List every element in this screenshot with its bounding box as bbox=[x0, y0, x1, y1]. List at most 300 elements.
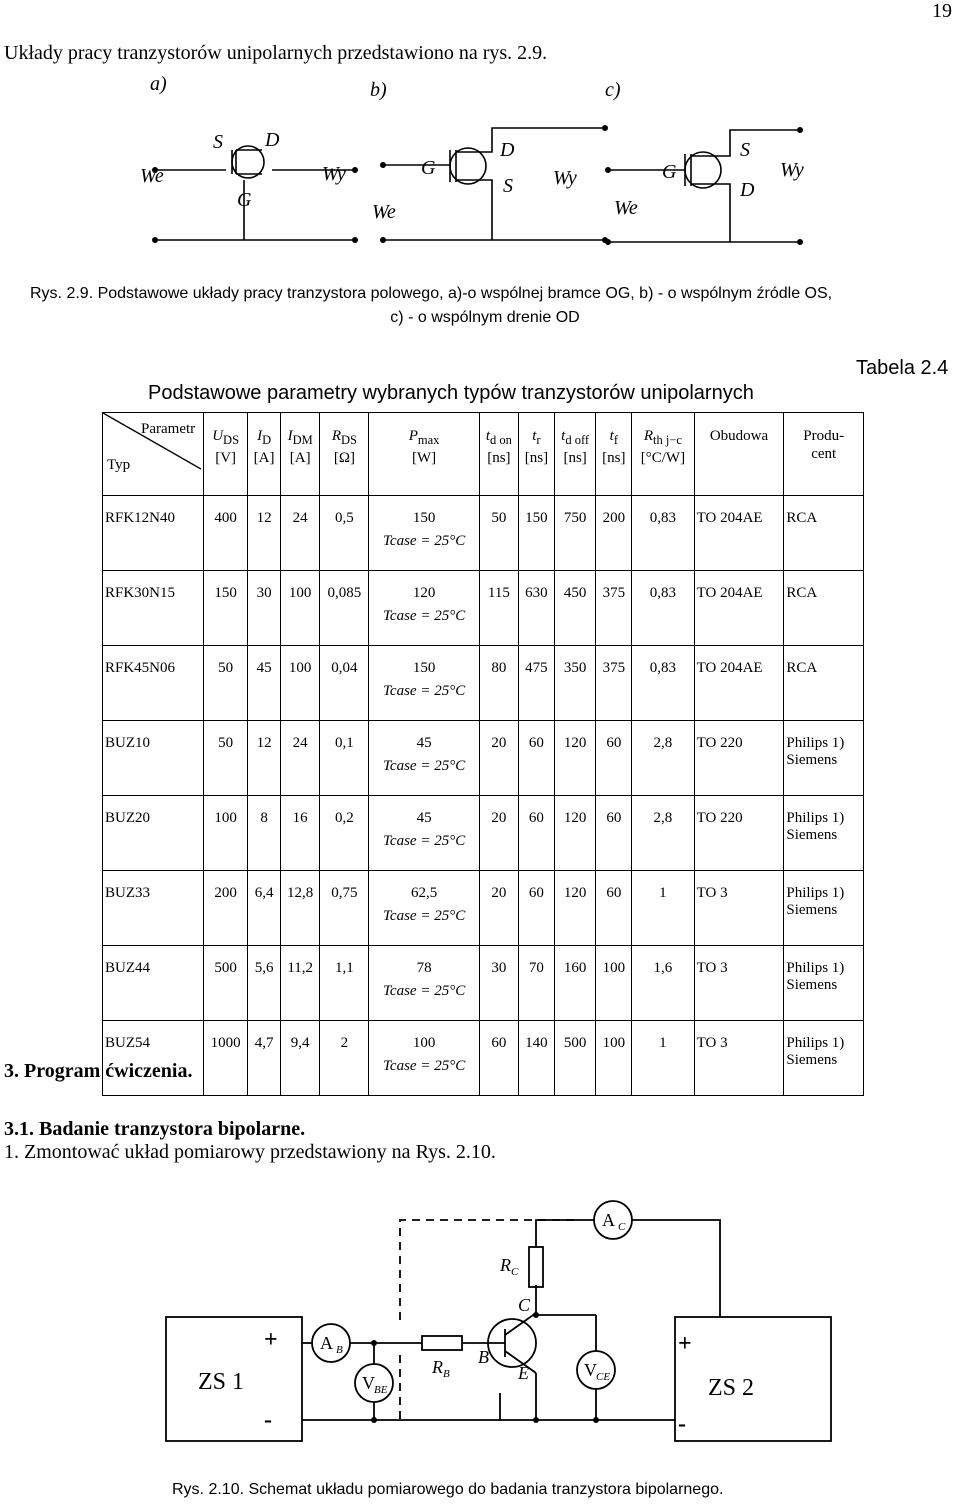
cell-pmax bbox=[369, 871, 479, 946]
hdr-sub: d on bbox=[490, 433, 512, 447]
cell-value: 24 bbox=[292, 735, 308, 751]
hdr-unit: [Ω] bbox=[333, 450, 355, 466]
step1-text: 1. Zmontować układ pomiarowy przedstawiony na Rys. 2.10. bbox=[4, 1141, 496, 1163]
table-corner-cell bbox=[103, 413, 204, 496]
table-row bbox=[103, 571, 864, 646]
cell-tf bbox=[596, 646, 632, 721]
cell-rth bbox=[632, 571, 694, 646]
tcase-label: Tcase = 25°C bbox=[382, 833, 466, 849]
cell-idm bbox=[280, 796, 320, 871]
vbe-label: V bbox=[362, 1373, 375, 1393]
cell-value: 1 bbox=[659, 1035, 667, 1051]
cell-typ: BUZ10 bbox=[103, 721, 204, 796]
hdr-unit: [ns] bbox=[487, 450, 511, 466]
cell-value: 70 bbox=[528, 960, 544, 976]
cell-value: 4,7 bbox=[254, 1035, 274, 1051]
cell-tdon bbox=[479, 871, 518, 946]
cell-id bbox=[248, 946, 281, 1021]
cell-rth bbox=[632, 646, 694, 721]
hdr-sym: Obudowa bbox=[709, 428, 769, 444]
cell-value: 16 bbox=[292, 810, 308, 826]
corner-type-label: Typ bbox=[107, 457, 131, 473]
cell-value: 100 bbox=[602, 960, 626, 976]
cell-value: 2,8 bbox=[653, 810, 673, 826]
cell-producent bbox=[784, 946, 864, 1021]
header-pmax bbox=[369, 413, 479, 496]
cell-typ: BUZ54 bbox=[103, 1021, 204, 1096]
fig29-a-Wy: Wy bbox=[322, 163, 346, 185]
cell-value: 45 bbox=[416, 735, 432, 751]
cell-value: 100 bbox=[288, 585, 312, 601]
cell-idm bbox=[280, 571, 320, 646]
cell-value: 45 bbox=[256, 660, 272, 676]
header-tf bbox=[596, 413, 632, 496]
cell-value: 100 bbox=[602, 1035, 626, 1051]
cell-tdoff bbox=[554, 496, 596, 571]
cell-tr bbox=[519, 871, 555, 946]
zs2-plus: + bbox=[678, 1331, 692, 1357]
fig29-a-G: G bbox=[237, 189, 252, 211]
tcase-label: Tcase = 25°C bbox=[382, 683, 466, 699]
cell-tf bbox=[596, 496, 632, 571]
hdr-sym: t bbox=[532, 428, 537, 444]
cell-tdoff bbox=[554, 646, 596, 721]
b-label: B bbox=[478, 1347, 489, 1367]
cell-rds bbox=[320, 646, 369, 721]
page-number: 19 bbox=[932, 0, 952, 22]
cell-idm bbox=[280, 721, 320, 796]
cell-value: 150 bbox=[412, 660, 436, 676]
cell-pmax bbox=[369, 946, 479, 1021]
cell-producent bbox=[784, 796, 864, 871]
cell-idm bbox=[280, 1021, 320, 1096]
parameters-table bbox=[102, 412, 864, 1096]
hdr-sym: U bbox=[212, 428, 224, 444]
cell-value: 62,5 bbox=[410, 885, 438, 901]
cell-tdon bbox=[479, 946, 518, 1021]
fig29-c-We: We bbox=[614, 197, 638, 219]
cell-id bbox=[248, 1021, 281, 1096]
cell-idm bbox=[280, 496, 320, 571]
cell-rds bbox=[320, 946, 369, 1021]
cell-value: 60 bbox=[491, 1035, 507, 1051]
cell-tdoff bbox=[554, 571, 596, 646]
cell-value: 24 bbox=[292, 510, 308, 526]
cell-tf bbox=[596, 796, 632, 871]
fig29-c-S: S bbox=[740, 139, 750, 161]
cell-value: 60 bbox=[606, 735, 622, 751]
cell-value: 115 bbox=[487, 585, 510, 601]
producent-line2: Siemens bbox=[786, 752, 838, 768]
hdr-sym: t bbox=[609, 428, 614, 444]
cell-value: 12 bbox=[256, 510, 272, 526]
rb-sub: B bbox=[443, 1368, 450, 1380]
cell-typ: BUZ33 bbox=[103, 871, 204, 946]
cell-uds bbox=[204, 1021, 248, 1096]
cell-value: 11,2 bbox=[287, 960, 314, 976]
intro-text: Układy pracy tranzystorów unipolarnych przedstawiono na rys. 2.9. bbox=[4, 42, 548, 64]
ab-sub: B bbox=[336, 1344, 343, 1356]
ac-label: A bbox=[602, 1210, 615, 1230]
cell-value: 350 bbox=[563, 660, 587, 676]
cell-idm bbox=[280, 946, 320, 1021]
tcase-label: Tcase = 25°C bbox=[382, 983, 466, 999]
cell-value: 100 bbox=[214, 810, 237, 826]
cell-obudowa: TO 204AE bbox=[694, 646, 784, 721]
cell-value: 60 bbox=[606, 885, 622, 901]
hdr-unit: [°C/W] bbox=[640, 450, 686, 466]
producent-line1: RCA bbox=[786, 510, 818, 526]
fig29-caption-line1: Rys. 2.9. Podstawowe układy pracy tranzystora polowego, a)-o wspólnej bramce OG, b) - o wspólnym źródle OS, bbox=[30, 285, 833, 302]
hdr-sub: f bbox=[613, 433, 618, 447]
cell-obudowa: TO 3 bbox=[694, 946, 784, 1021]
header-tr bbox=[519, 413, 555, 496]
cell-tdoff bbox=[554, 721, 596, 796]
cell-tdon bbox=[479, 646, 518, 721]
cell-pmax bbox=[369, 646, 479, 721]
cell-value: 450 bbox=[563, 585, 587, 601]
cell-value: 80 bbox=[491, 660, 507, 676]
cell-value: 12 bbox=[256, 735, 272, 751]
hdr-sub: d off bbox=[565, 433, 590, 447]
cell-value: 200 bbox=[602, 510, 626, 526]
cell-value: 150 bbox=[412, 510, 436, 526]
cell-rds bbox=[320, 496, 369, 571]
rc-sub: C bbox=[511, 1266, 519, 1278]
cell-value: 0,5 bbox=[335, 510, 354, 526]
table-number: Tabela 2.4 bbox=[856, 357, 949, 379]
header-rds bbox=[320, 413, 369, 496]
cell-rds bbox=[320, 571, 369, 646]
cell-pmax bbox=[369, 796, 479, 871]
cell-rds bbox=[320, 721, 369, 796]
cell-value: 400 bbox=[214, 510, 237, 526]
cell-tr bbox=[519, 946, 555, 1021]
cell-value: 30 bbox=[256, 585, 272, 601]
cell-obudowa: TO 220 bbox=[694, 796, 784, 871]
table-title: Podstawowe parametry wybranych typów tranzystorów unipolarnych bbox=[148, 382, 754, 404]
cell-tdoff bbox=[554, 871, 596, 946]
cell-producent bbox=[784, 1021, 864, 1096]
hdr-sub: D bbox=[262, 433, 272, 447]
hdr-unit: [A] bbox=[289, 450, 311, 466]
hdr-sub: DM bbox=[292, 433, 313, 447]
vce-label: V bbox=[584, 1360, 597, 1380]
cell-tr bbox=[519, 496, 555, 571]
cell-tdon bbox=[479, 496, 518, 571]
cell-value: 50 bbox=[491, 510, 507, 526]
cell-value: 60 bbox=[528, 735, 544, 751]
fig29-label-b: b) bbox=[370, 79, 387, 101]
cell-rth bbox=[632, 796, 694, 871]
cell-value: 2,8 bbox=[653, 735, 673, 751]
cell-tr bbox=[519, 571, 555, 646]
hdr-unit: [W] bbox=[412, 450, 437, 466]
table-row bbox=[103, 946, 864, 1021]
fig29-label-a: a) bbox=[150, 73, 167, 95]
table-row bbox=[103, 496, 864, 571]
hdr-sym: R bbox=[643, 428, 654, 444]
cell-id bbox=[248, 871, 281, 946]
cell-tr bbox=[519, 1021, 555, 1096]
fig29-b-G: G bbox=[421, 157, 436, 179]
ab-label: A bbox=[320, 1333, 333, 1353]
cell-rth bbox=[632, 721, 694, 796]
cell-obudowa: TO 204AE bbox=[694, 496, 784, 571]
table-body bbox=[103, 496, 864, 1096]
cell-value: 0,085 bbox=[327, 585, 362, 601]
cell-tf bbox=[596, 721, 632, 796]
hdr-sub: r bbox=[536, 433, 541, 447]
header-uds bbox=[204, 413, 248, 496]
cell-tr bbox=[519, 796, 555, 871]
cell-value: 50 bbox=[218, 660, 234, 676]
hdr-unit: cent bbox=[811, 446, 837, 462]
hdr-unit: [V] bbox=[215, 450, 237, 466]
cell-id bbox=[248, 496, 281, 571]
cell-value: 1,6 bbox=[653, 960, 673, 976]
cell-value: 0,1 bbox=[335, 735, 354, 751]
header-idm bbox=[280, 413, 320, 496]
cell-value: 0,83 bbox=[649, 510, 677, 526]
hdr-sym: t bbox=[485, 428, 491, 444]
vce-sub: CE bbox=[596, 1371, 611, 1383]
header-tdon bbox=[479, 413, 518, 496]
cell-value: 12,8 bbox=[287, 885, 314, 901]
cell-typ: RFK12N40 bbox=[103, 496, 204, 571]
zs1-label: ZS 1 bbox=[198, 1369, 245, 1395]
vbe-sub: BE bbox=[374, 1384, 388, 1396]
cell-idm bbox=[280, 646, 320, 721]
fig29-b-Wy: Wy bbox=[553, 167, 577, 189]
producent-line2: Siemens bbox=[786, 1052, 838, 1068]
hdr-sub: th j−c bbox=[653, 433, 682, 447]
tcase-label: Tcase = 25°C bbox=[382, 758, 466, 774]
producent-line1: RCA bbox=[786, 585, 818, 601]
producent-line1: Philips 1) bbox=[786, 810, 845, 826]
cell-value: 6,4 bbox=[254, 885, 274, 901]
cell-value: 375 bbox=[602, 585, 626, 601]
ac-sub: C bbox=[618, 1221, 626, 1233]
cell-value: 750 bbox=[563, 510, 587, 526]
hdr-unit: [ns] bbox=[563, 450, 587, 466]
cell-typ: BUZ44 bbox=[103, 946, 204, 1021]
cell-obudowa: TO 220 bbox=[694, 721, 784, 796]
fig29-diagram bbox=[0, 70, 960, 260]
cell-value: 9,4 bbox=[290, 1035, 310, 1051]
cell-value: 1 bbox=[659, 885, 667, 901]
fig29-c-D: D bbox=[740, 179, 755, 201]
cell-value: 20 bbox=[491, 735, 507, 751]
cell-tdoff bbox=[554, 796, 596, 871]
cell-value: 60 bbox=[528, 885, 544, 901]
cell-rth bbox=[632, 946, 694, 1021]
cell-rds bbox=[320, 871, 369, 946]
cell-value: 0,04 bbox=[331, 660, 358, 676]
fig29-label-c: c) bbox=[605, 79, 621, 101]
cell-value: 120 bbox=[563, 810, 587, 826]
producent-line2: Siemens bbox=[786, 902, 838, 918]
cell-value: 1,1 bbox=[335, 960, 354, 976]
cell-value: 0,2 bbox=[335, 810, 354, 826]
section3-heading: 3. Program ćwiczenia. bbox=[4, 1060, 193, 1082]
cell-value: 0,75 bbox=[331, 885, 358, 901]
cell-obudowa: TO 204AE bbox=[694, 571, 784, 646]
cell-value: 120 bbox=[563, 885, 587, 901]
cell-value: 0,83 bbox=[649, 660, 677, 676]
hdr-sub: max bbox=[417, 433, 440, 447]
producent-line2: Siemens bbox=[786, 977, 838, 993]
zs2-minus: - bbox=[678, 1411, 686, 1437]
cell-value: 630 bbox=[525, 585, 548, 601]
tcase-label: Tcase = 25°C bbox=[382, 908, 466, 924]
cell-pmax bbox=[369, 1021, 479, 1096]
rb-label: R bbox=[432, 1357, 443, 1377]
cell-uds bbox=[204, 946, 248, 1021]
cell-value: 500 bbox=[214, 960, 237, 976]
cell-value: 8 bbox=[260, 810, 268, 826]
c-label: C bbox=[518, 1295, 531, 1315]
cell-value: 150 bbox=[525, 510, 548, 526]
zs1-minus: - bbox=[264, 1407, 272, 1433]
cell-typ: RFK30N15 bbox=[103, 571, 204, 646]
fig29-b-We: We bbox=[372, 201, 396, 223]
cell-value: 1000 bbox=[210, 1035, 241, 1051]
hdr-unit: [ns] bbox=[602, 450, 626, 466]
tcase-label: Tcase = 25°C bbox=[382, 608, 466, 624]
cell-tf bbox=[596, 1021, 632, 1096]
cell-tf bbox=[596, 946, 632, 1021]
cell-value: 20 bbox=[491, 885, 507, 901]
header-rth bbox=[632, 413, 694, 496]
hdr-sym: P bbox=[408, 428, 418, 444]
table-row bbox=[103, 1021, 864, 1096]
cell-id bbox=[248, 646, 281, 721]
cell-uds bbox=[204, 871, 248, 946]
cell-uds bbox=[204, 646, 248, 721]
cell-tdon bbox=[479, 721, 518, 796]
cell-producent bbox=[784, 721, 864, 796]
cell-rds bbox=[320, 796, 369, 871]
producent-line1: Philips 1) bbox=[786, 735, 845, 751]
cell-value: 50 bbox=[218, 735, 234, 751]
cell-tdon bbox=[479, 571, 518, 646]
cell-uds bbox=[204, 571, 248, 646]
hdr-sub: DS bbox=[223, 433, 240, 447]
cell-typ: RFK45N06 bbox=[103, 646, 204, 721]
cell-id bbox=[248, 571, 281, 646]
cell-value: 78 bbox=[416, 960, 432, 976]
header-tdoff bbox=[554, 413, 596, 496]
hdr-unit: [ns] bbox=[524, 450, 549, 466]
e-label: E bbox=[518, 1363, 529, 1383]
cell-tr bbox=[519, 721, 555, 796]
zs2-label: ZS 2 bbox=[708, 1375, 755, 1401]
table-header-row bbox=[103, 413, 864, 496]
hdr-sym: R bbox=[331, 428, 342, 444]
fig29-b-S: S bbox=[503, 175, 513, 197]
cell-value: 120 bbox=[563, 735, 587, 751]
cell-uds bbox=[204, 721, 248, 796]
table-row bbox=[103, 871, 864, 946]
corner-diagonal bbox=[103, 413, 201, 483]
cell-uds bbox=[204, 496, 248, 571]
cell-idm bbox=[280, 871, 320, 946]
corner-param-label: Parametr bbox=[141, 421, 196, 437]
cell-value: 45 bbox=[416, 810, 432, 826]
cell-tf bbox=[596, 571, 632, 646]
table-row bbox=[103, 721, 864, 796]
zs1-plus: + bbox=[264, 1327, 278, 1353]
cell-producent bbox=[784, 571, 864, 646]
producent-line1: Philips 1) bbox=[786, 1035, 845, 1051]
cell-value: 20 bbox=[491, 810, 507, 826]
cell-value: 60 bbox=[528, 810, 544, 826]
cell-value: 60 bbox=[606, 810, 622, 826]
table-row bbox=[103, 796, 864, 871]
cell-value: 100 bbox=[412, 1035, 436, 1051]
cell-producent bbox=[784, 646, 864, 721]
header-id bbox=[248, 413, 281, 496]
cell-value: 200 bbox=[214, 885, 237, 901]
cell-producent bbox=[784, 496, 864, 571]
producent-line1: Philips 1) bbox=[786, 960, 845, 976]
cell-value: 160 bbox=[563, 960, 587, 976]
hdr-sym: Produ- bbox=[803, 428, 845, 444]
rc-label: R bbox=[500, 1255, 511, 1275]
hdr-sub: DS bbox=[341, 433, 357, 447]
fig29-c-G: G bbox=[662, 161, 677, 183]
fig210-caption: Rys. 2.10. Schemat układu pomiarowego do badania tranzystora bipolarnego. bbox=[172, 1481, 724, 1498]
cell-value: 2 bbox=[340, 1035, 349, 1051]
fig29-c-Wy: Wy bbox=[780, 159, 804, 181]
cell-rth bbox=[632, 871, 694, 946]
cell-value: 100 bbox=[288, 660, 312, 676]
fig29-a-We: We bbox=[140, 165, 164, 187]
fig29-caption bbox=[30, 282, 940, 330]
cell-rds bbox=[320, 1021, 369, 1096]
cell-value: 150 bbox=[214, 585, 237, 601]
cell-value: 475 bbox=[525, 660, 548, 676]
cell-tdon bbox=[479, 796, 518, 871]
table-row bbox=[103, 646, 864, 721]
cell-rth bbox=[632, 1021, 694, 1096]
cell-value: 0,83 bbox=[649, 585, 677, 601]
cell-tdon bbox=[479, 1021, 518, 1096]
header-obudowa bbox=[694, 413, 784, 496]
producent-line1: RCA bbox=[786, 660, 818, 676]
header-producent bbox=[784, 413, 864, 496]
cell-value: 5,6 bbox=[254, 960, 274, 976]
producent-line2: Siemens bbox=[786, 827, 838, 843]
tcase-label: Tcase = 25°C bbox=[382, 1058, 466, 1074]
cell-rth bbox=[632, 496, 694, 571]
hdr-unit: [A] bbox=[253, 450, 275, 466]
cell-producent bbox=[784, 871, 864, 946]
cell-pmax bbox=[369, 571, 479, 646]
producent-line1: Philips 1) bbox=[786, 885, 845, 901]
cell-typ: BUZ20 bbox=[103, 796, 204, 871]
cell-value: 500 bbox=[563, 1035, 587, 1051]
cell-obudowa: TO 3 bbox=[694, 871, 784, 946]
cell-pmax bbox=[369, 496, 479, 571]
fig29-a-S: S bbox=[213, 131, 223, 153]
hdr-sym: t bbox=[561, 428, 566, 444]
hdr-sym: I bbox=[287, 428, 293, 444]
cell-tr bbox=[519, 646, 555, 721]
cell-tdoff bbox=[554, 946, 596, 1021]
cell-value: 375 bbox=[602, 660, 626, 676]
